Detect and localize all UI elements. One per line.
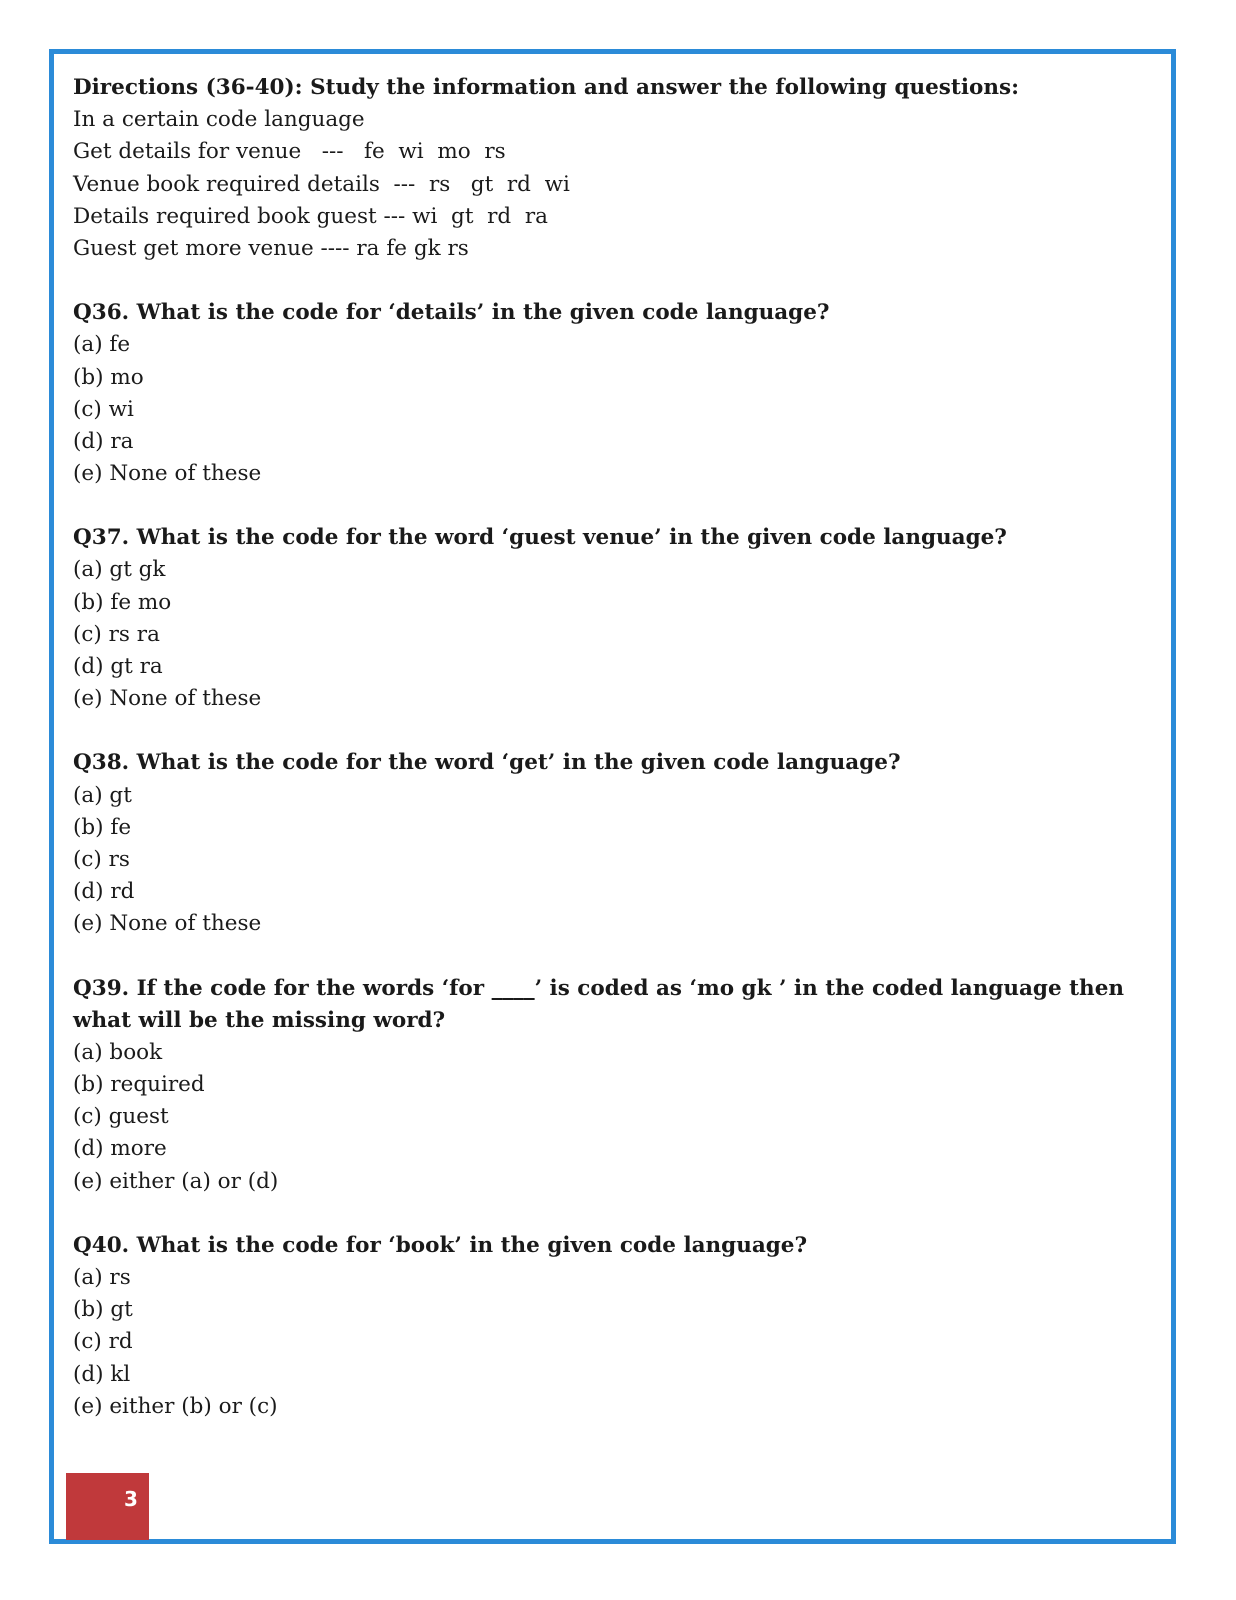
page-number: 3 (124, 1487, 138, 1511)
question-block-q37 (73, 522, 1168, 715)
question-text: Q36. What is the code for ‘details’ in the given code language? (73, 300, 830, 326)
answer-option: (b) fe (73, 814, 132, 840)
answer-option: (c) rs ra (73, 621, 160, 647)
question-block-q38 (73, 747, 1168, 940)
answer-option: (c) guest (73, 1104, 169, 1130)
answer-option: (e) None of these (73, 461, 262, 487)
answer-option: (a) rs (73, 1265, 131, 1291)
answer-option: (c) rs (73, 846, 130, 872)
answer-option: (b) mo (73, 364, 144, 390)
question-block-q40 (73, 1230, 1168, 1423)
answer-option: (e) None of these (73, 911, 262, 937)
answer-option: (c) wi (73, 396, 134, 422)
answer-option: (b) fe mo (73, 589, 172, 615)
answer-option: (d) ra (73, 428, 134, 454)
question-block-q36 (73, 297, 1168, 490)
answer-option: (a) gt gk (73, 557, 166, 583)
answer-option: (e) either (a) or (d) (73, 1168, 279, 1194)
directions-line: Details required book guest --- wi gt rd ra (73, 203, 548, 229)
document-content (73, 72, 1168, 1423)
question-text: Q37. What is the code for the word ‘guest venue’ in the given code language? (73, 525, 1007, 551)
answer-option: (e) None of these (73, 686, 262, 712)
directions-line: Get details for venue --- fe wi mo rs (73, 139, 506, 165)
directions-line: Venue book required details --- rs gt rd wi (73, 171, 570, 197)
question-text: Q39. If the code for the words ‘for ____’ is coded as ‘mo gk ’ in the coded language then what will be the missing word? (73, 975, 1125, 1033)
answer-option: (a) book (73, 1039, 163, 1065)
answer-option: (b) required (73, 1072, 205, 1098)
answer-option: (a) gt (73, 782, 132, 808)
directions-heading: Directions (36-40): Study the information and answer the following questions: (73, 75, 1019, 100)
answer-option: (d) rd (73, 879, 135, 905)
answer-option: (d) more (73, 1136, 167, 1162)
answer-option: (d) gt ra (73, 654, 163, 679)
answer-option: (c) rd (73, 1329, 133, 1355)
answer-option: (d) kl (73, 1361, 131, 1387)
question-text: Q40. What is the code for ‘book’ in the given code language? (73, 1232, 808, 1258)
answer-option: (e) either (b) or (c) (73, 1393, 278, 1419)
page-number-badge (66, 1473, 149, 1540)
directions-line: In a certain code language (73, 107, 365, 133)
answer-option: (a) fe (73, 332, 131, 358)
directions-line: Guest get more venue ---- ra fe gk rs (73, 235, 469, 261)
answer-option: (b) gt (73, 1297, 133, 1323)
question-text: Q38. What is the code for the word ‘get’ in the given code language? (73, 750, 901, 776)
question-block-q39 (73, 973, 1168, 1198)
